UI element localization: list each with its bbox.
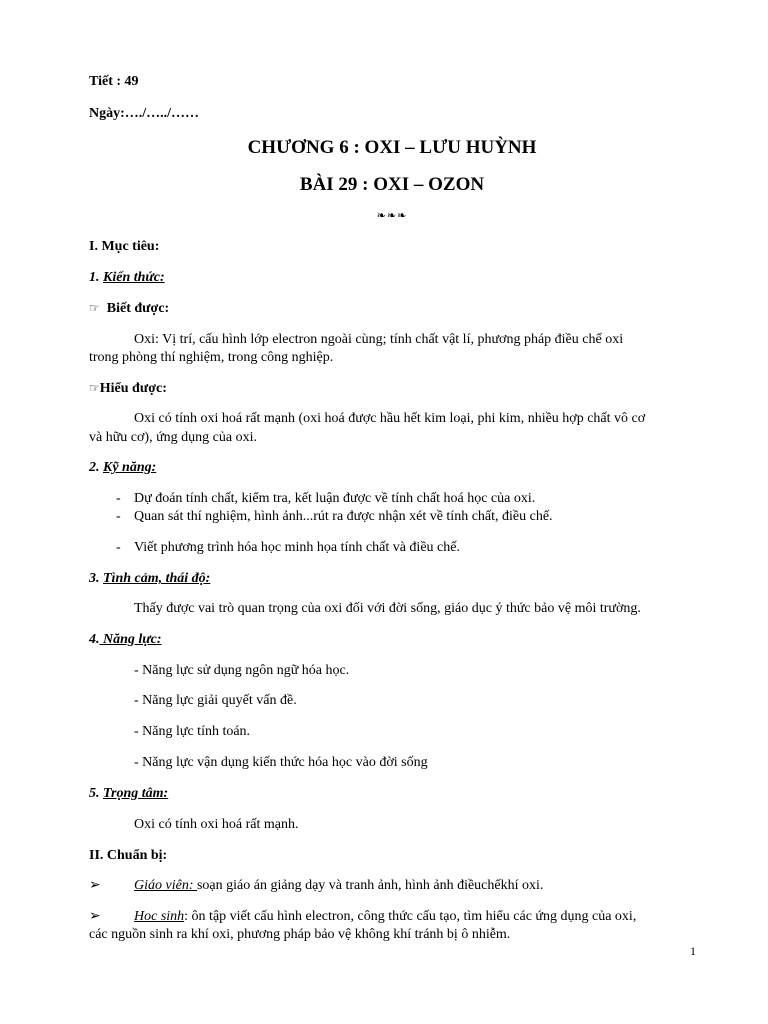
chapter-title: CHƯƠNG 6 : OXI – LƯU HUỲNH bbox=[247, 137, 537, 158]
teacher-prep: ➢ Giáo viên: soạn giáo án giảng dạy và tranh ảnh, hình ảnh điềuchếkhí oxi. bbox=[89, 878, 544, 893]
lesson-date: Ngày:…./…../…… bbox=[89, 106, 200, 121]
list-item: - Quan sát thí nghiệm, hình ảnh...rút ra được nhận xét về tính chất, điều chế. bbox=[116, 509, 553, 524]
page-number: 1 bbox=[690, 944, 696, 958]
know-heading: ☞ Biết được: bbox=[89, 301, 170, 316]
attitude-text: Thấy được vai trò quan trọng của oxi đối với đời sống, giáo dục ý thức bảo vệ môi trường. bbox=[134, 601, 641, 616]
arrow-bullet-icon: ➢ bbox=[89, 878, 101, 893]
know-text-line2: trong phòng thí nghiệm, trong công nghiệp. bbox=[89, 350, 334, 365]
student-prep-line2: các nguồn sinh ra khí oxi, phương pháp bảo vệ không khí tránh bị ô nhiễm. bbox=[89, 927, 511, 942]
attitude-heading: 3. Tình cảm, thái độ: bbox=[89, 571, 211, 586]
hand-pointing-icon: ☞ bbox=[89, 381, 100, 395]
list-item: - Năng lực vận dụng kiến thức hóa học vào đời sống bbox=[134, 755, 428, 770]
focus-text: Oxi có tính oxi hoá rất mạnh. bbox=[134, 817, 299, 832]
student-prep-line1: ➢ Hoc sinh: ôn tập viết cấu hình electron, công thức cấu tạo, tìm hiểu các ứng dụng của oxi, bbox=[89, 909, 637, 924]
lesson-title: BÀI 29 : OXI – OZON bbox=[299, 174, 485, 195]
list-item: - Dự đoán tính chất, kiểm tra, kết luận được về tính chất hoá học của oxi. bbox=[116, 491, 536, 506]
list-item: - Năng lực giải quyết vấn đề. bbox=[134, 693, 297, 708]
section-preparation-heading: II. Chuẩn bị: bbox=[89, 848, 168, 863]
know-text-line1: Oxi: Vị trí, cấu hình lớp electron ngoài cùng; tính chất vật lí, phương pháp điều chế oxi bbox=[134, 332, 624, 347]
lesson-period: Tiết : 49 bbox=[89, 74, 139, 89]
focus-heading: 5. Trọng tâm: bbox=[89, 786, 169, 801]
arrow-bullet-icon: ➢ bbox=[89, 909, 101, 924]
understand-text-line1: Oxi có tính oxi hoá rất mạnh (oxi hoá được hầu hết kim loại, phi kim, nhiều hợp chất vô cơ bbox=[134, 411, 646, 426]
section-objectives-heading: I. Mục tiêu: bbox=[89, 239, 160, 254]
list-item: - Viết phương trình hóa học minh họa tính chất và điều chế. bbox=[116, 540, 460, 555]
understand-text-line2: và hữu cơ), ứng dụng của oxi. bbox=[89, 430, 257, 445]
list-item: - Năng lực tính toán. bbox=[134, 724, 251, 739]
list-item: - Năng lực sử dụng ngôn ngữ hóa học. bbox=[134, 663, 350, 678]
skills-heading: 2. Kỹ năng: bbox=[89, 460, 157, 475]
understand-heading: ☞Hiểu được: bbox=[89, 381, 167, 396]
ornament-divider: ❧❧❧ bbox=[376, 210, 408, 222]
competence-heading: 4. Năng lực: bbox=[89, 632, 162, 647]
hand-pointing-icon: ☞ bbox=[89, 301, 100, 315]
knowledge-heading: 1. Kiến thức: bbox=[89, 270, 165, 285]
